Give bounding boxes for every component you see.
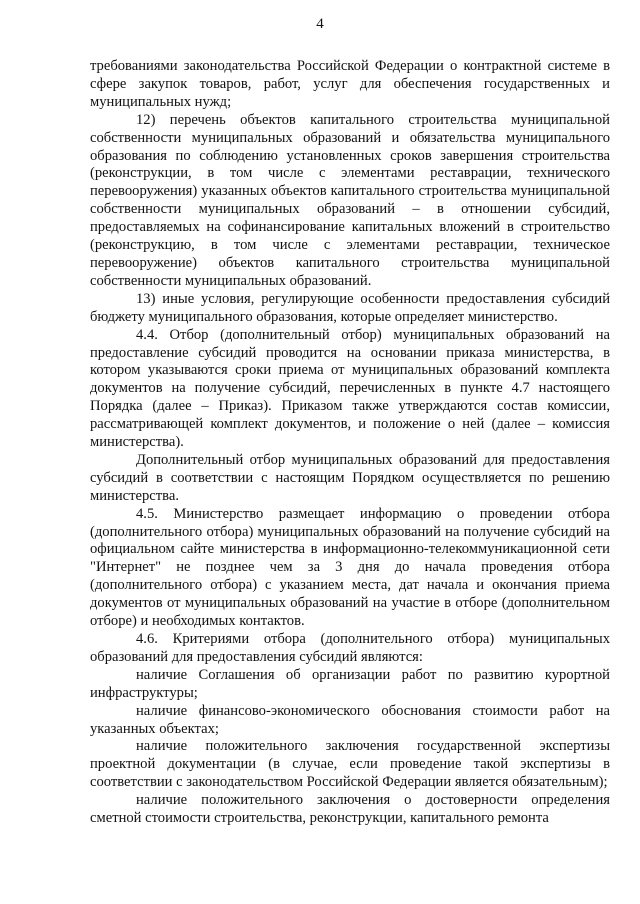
criterion-agreement: наличие Соглашения об организации работ по развитию курортной инфраструктуры; <box>90 666 610 701</box>
paragraph-item-13: 13) иные условия, регулирующие особенности предоставления субсидий бюджету муниципального образования, которые определяет министерство. <box>90 290 610 325</box>
document-body <box>90 58 610 828</box>
paragraph-item-12: 12) перечень объектов капитального строительства муниципальной собственности муниципальных образований и обязательства муниципального образования по соблюдению установленных сроков завершения строительства (реконструкции, в том числе с элементами реставрации, технического перевооружения) указанных объектов капитального строительства муниципальной собственности муниципальных образований – в отношении субсидий, предоставляемых на софинансирование капитальных вложений в строительство (реконструкцию, в том числе с элементами реставрации, техническое перевооружение) объектов капитального строительства муниципальной собственности муниципальных образований. <box>90 111 610 289</box>
page-number: 4 <box>316 16 324 32</box>
paragraph-continuation: требованиями законодательства Российской Федерации о контрактной системе в сфере закупок товаров, работ, услуг для обеспечения государственных и муниципальных нужд; <box>90 58 610 110</box>
paragraph-additional-selection: Дополнительный отбор муниципальных образований для предоставления субсидий в соответствии с настоящим Порядком осуществляется по решению министерства. <box>90 451 610 504</box>
paragraph-4-5: 4.5. Министерство размещает информацию о проведении отбора (дополнительного отбора) муниципальных образований на получение субсидий на официальном сайте министерства в информационно-телекоммуникационной сети "Интернет" не позднее чем за 3 дня до начала проведения отбора (дополнительного отбора) с указанием места, дат начала и окончания приема документов от муниципальных образований на участие в отборе (дополнительном отборе) и необходимых контактов. <box>90 505 610 630</box>
criterion-financial-justification: наличие финансово-экономического обоснования стоимости работ на указанных объектах; <box>90 702 610 737</box>
paragraph-4-4: 4.4. Отбор (дополнительный отбор) муниципальных образований на предоставление субсидий проводится на основании приказа министерства, в котором указываются сроки приема от муниципальных образований комплекта документов на получение субсидий, перечисленных в пункте 4.7 настоящего Порядка (далее – Приказ). Приказом также утверждаются состав комиссии, рассматривающей комплект документов, и положение о ней (далее – комиссия министерства). <box>90 326 610 451</box>
criterion-cost-reliability: наличие положительного заключения о достоверности определения сметной стоимости строительства, реконструкции, капитального ремонта <box>90 792 610 827</box>
paragraph-4-6: 4.6. Критериями отбора (дополнительного отбора) муниципальных образований для предоставления субсидий являются: <box>90 631 610 665</box>
criterion-state-expertise: наличие положительного заключения государственной экспертизы проектной документации (в случае, если проведение такой экспертизы в соответствии с законодательством Российской Федерации является обязательным); <box>90 738 610 791</box>
